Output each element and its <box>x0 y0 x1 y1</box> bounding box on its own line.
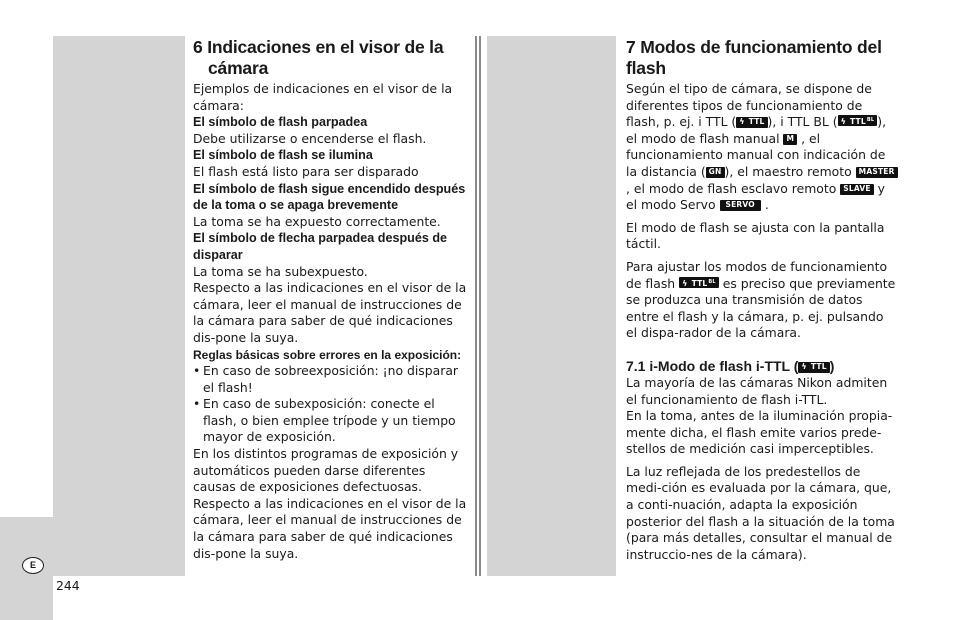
heading-line-1: 6 Indicaciones en el visor de la <box>193 37 444 57</box>
bullet-dot: • <box>193 363 201 379</box>
badge-label: TTL <box>748 117 765 127</box>
evaluation-text: La luz reflejada de los predestellos de medi-ción es evaluada por la cámara, que, a conti-nuación, adapta la exposición posterior del flash a la situación de la toma (para más detalles, consultar el manual de instruccio-nes de la cámara). <box>626 463 895 562</box>
intro-text: Ejemplos de indicaciones en el visor de la cámara: <box>193 81 453 113</box>
badge-label: TTL <box>810 361 827 371</box>
symbol-flash-lit-text: El flash está listo para ser disparado <box>193 163 419 179</box>
badge-sup: BL <box>708 278 716 285</box>
data-transfer-paragraph <box>626 259 898 342</box>
exposure-rules-title: Reglas básicas sobre errores en la exposición: <box>193 347 462 362</box>
text-run: , el funcionamiento manual con indicación de la distancia ( <box>626 130 886 179</box>
badge-sup: BL <box>866 117 875 124</box>
text-run: Según el tipo de cámara, se dispone de diferentes tipos de funcionamiento de flash, p. ej. i TTL ( <box>626 81 872 130</box>
slave-badge: SLAVE <box>840 184 873 195</box>
text-run: , el modo de flash esclavo remoto <box>626 180 837 196</box>
programs-text: En los distintos programas de exposición y automáticos pueden darse diferentes causas de exposiciones defectuosas. <box>193 446 459 495</box>
language-badge: E <box>22 557 44 574</box>
middle-gray-band <box>487 36 616 576</box>
text-run: ) <box>829 357 835 374</box>
master-badge: MASTER <box>856 167 898 178</box>
symbol-flash-stays-title: El símbolo de flash sigue encendido después de la toma o se apaga brevemente <box>193 181 466 213</box>
refer-manual-text: Respecto a las indicaciones en el visor de la cámara, leer el manual de instrucciones de la cámara para saber de qué indicaciones dis-pone la suya. <box>193 280 467 345</box>
text-run: 7.1 i-Modo de flash i-TTL ( <box>626 357 799 374</box>
bullet-item <box>193 396 467 446</box>
flash-bolt-icon: ϟ <box>682 278 688 288</box>
symbol-flash-lit-title: El símbolo de flash se ilumina <box>193 148 373 163</box>
symbol-flash-blinks-title: El símbolo de flash parpadea <box>193 115 368 130</box>
ttl-badge <box>798 362 829 373</box>
flash-bolt-icon: ϟ <box>739 117 745 127</box>
heading-line-2: cámara <box>208 58 269 78</box>
left-column <box>193 37 467 562</box>
section-7-heading: 7 Modos de funcionamiento del flash <box>626 37 882 78</box>
text-run: es preciso que previamente se produzca una transmisión de datos entre el flash y la cámara, p. ej. pulsando el dispa-rador de la cámara. <box>626 275 896 341</box>
bullet-text: En caso de subexposición: conecte el flash, o bien emplee trípode y un tiempo mayor de exposición. <box>203 396 456 445</box>
gn-badge: GN <box>706 167 725 178</box>
ttl-badge <box>736 117 767 128</box>
arrow-blinks-text: La toma se ha subexpuesto. <box>193 263 368 279</box>
flash-bolt-icon: ϟ <box>801 361 807 371</box>
badge-label: TTL <box>850 117 866 127</box>
flash-bolt-icon: ϟ <box>840 117 847 127</box>
page-number: 244 <box>56 578 80 593</box>
text-run: Para ajustar los modos de funcionamiento de flash <box>626 258 888 291</box>
refer-manual-text-2: Respecto a las indicaciones en el visor de la cámara, leer el manual de instrucciones de la cámara para saber de qué indicaciones dis-pone la suya. <box>193 495 467 561</box>
servo-badge: SERVO <box>720 200 761 211</box>
symbol-flash-stays-text: La toma se ha expuesto correctamente. <box>193 213 441 229</box>
ttl-bl-badge <box>838 115 878 126</box>
bullet-item <box>193 363 467 396</box>
manual-m-badge: M <box>783 134 797 145</box>
nikon-support-text: La mayoría de las cámaras Nikon admiten el funcionamiento de flash i-TTL. <box>626 374 888 407</box>
left-column-rule <box>475 36 477 576</box>
section-7-1-heading <box>626 358 898 375</box>
bullet-dot: • <box>193 396 201 412</box>
section-6-heading <box>193 37 467 79</box>
text-run: ), el maestro remoto <box>724 163 852 179</box>
right-column <box>626 37 898 563</box>
text-run: ), i TTL BL ( <box>767 114 838 130</box>
text-run: y el modo Servo <box>626 180 885 213</box>
modes-paragraph <box>626 81 898 214</box>
pre-flash-text: En la toma, antes de la iluminación propia-mente dicha, el flash emite varios prede-stellos de medición casi imperceptibles. <box>626 408 893 457</box>
symbol-flash-blinks-text: Debe utilizarse o encenderse el flash. <box>193 130 427 146</box>
text-run: ), el modo de flash manual <box>626 114 887 146</box>
middle-band-rule <box>479 36 481 576</box>
badge-label: TTL <box>691 278 708 288</box>
arrow-blinks-title: El símbolo de flecha parpadea después de disparar <box>193 231 448 262</box>
bullet-text: En caso de sobreexposición: ¡no disparar el flash! <box>203 363 458 395</box>
touch-display-text: El modo de flash se ajusta con la pantalla táctil. <box>626 219 885 252</box>
ttl-bl-badge <box>679 277 719 288</box>
left-gray-band <box>53 36 185 576</box>
text-run: . <box>764 197 769 213</box>
